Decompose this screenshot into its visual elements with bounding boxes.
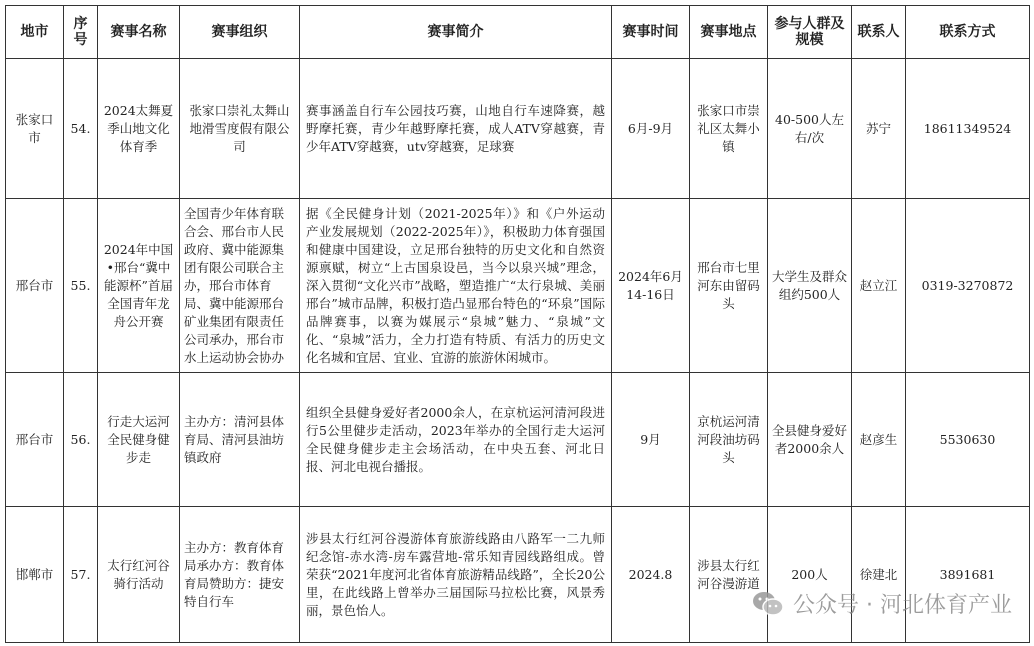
cell-city: 邢台市	[6, 199, 64, 373]
cell-intro: 组织全县健身爱好者2000余人，在京杭运河清河段进行5公里健步走活动，2023年举办的全国行走大运河全民健身健步走主会场活动，在中央五套、河北日报、河北电视台播报。	[300, 373, 612, 507]
wechat-icon	[751, 590, 785, 618]
cell-no: 54.	[64, 59, 98, 199]
cell-time: 6月-9月	[612, 59, 690, 199]
cell-scale: 全县健身爱好者2000余人	[768, 373, 852, 507]
cell-phone: 0319-3270872	[906, 199, 1030, 373]
cell-contact: 徐建北	[852, 507, 906, 643]
cell-city: 张家口市	[6, 59, 64, 199]
table-row	[6, 507, 1030, 643]
cell-place: 张家口市崇礼区太舞小镇	[690, 59, 768, 199]
cell-intro: 赛事涵盖自行车公园技巧赛，山地自行车速降赛，越野摩托赛，青少年越野摩托赛，成人ATV穿越赛，青少年ATV穿越赛，utv穿越赛，足球赛	[300, 59, 612, 199]
cell-phone: 3891681	[906, 507, 1030, 643]
header-place: 赛事地点	[690, 6, 768, 59]
table-row	[6, 373, 1030, 507]
events-table	[5, 5, 1030, 643]
cell-scale: 200人	[768, 507, 852, 643]
cell-org: 全国青少年体育联合会、邢台市人民政府、冀中能源集团有限公司联合主办，邢台市体育局、冀中能源邢台矿业集团有限责任公司承办，邢台市水上运动协会协办	[180, 199, 300, 373]
header-city: 地市	[6, 6, 64, 59]
watermark	[751, 588, 1012, 619]
cell-no: 57.	[64, 507, 98, 643]
header-no: 序号	[64, 6, 98, 59]
cell-contact: 苏宁	[852, 59, 906, 199]
header-org: 赛事组织	[180, 6, 300, 59]
header-phone: 联系方式	[906, 6, 1030, 59]
cell-intro: 涉县太行红河谷漫游体育旅游线路由八路军一二九师纪念馆-赤水湾-房车露营地-常乐知青园线路组成。曾荣获“2021年度河北省体育旅游精品线路”，全长20公里，在此线路上曾举办三届国际马拉松比赛，风景秀丽，景色怡人。	[300, 507, 612, 643]
cell-name: 行走大运河全民健身健步走	[98, 373, 180, 507]
cell-time: 2024.8	[612, 507, 690, 643]
table-row	[6, 199, 1030, 373]
header-time: 赛事时间	[612, 6, 690, 59]
cell-name: 2024太舞夏季山地文化体育季	[98, 59, 180, 199]
cell-time: 9月	[612, 373, 690, 507]
cell-place: 京杭运河清河段油坊码头	[690, 373, 768, 507]
cell-name: 2024年中国•邢台“冀中能源杯”首届全国青年龙舟公开赛	[98, 199, 180, 373]
cell-time: 2024年6月14-16日	[612, 199, 690, 373]
cell-org: 张家口崇礼太舞山地滑雪度假有限公司	[180, 59, 300, 199]
cell-phone: 18611349524	[906, 59, 1030, 199]
cell-org: 主办方：教育体育局承办方：教育体育局赞助方：捷安特自行车	[180, 507, 300, 643]
cell-scale: 40-500人左右/次	[768, 59, 852, 199]
cell-contact: 赵彦生	[852, 373, 906, 507]
cell-city: 邯郸市	[6, 507, 64, 643]
cell-no: 56.	[64, 373, 98, 507]
cell-scale: 大学生及群众组约500人	[768, 199, 852, 373]
table-row	[6, 59, 1030, 199]
cell-city: 邢台市	[6, 373, 64, 507]
cell-intro: 据《全民健身计划（2021-2025年）》和《户外运动产业发展规划（2022-2025年）》，积极助力体育强国和健康中国建设，立足邢台独特的历史文化和自然资源禀赋，树立“上古国泉设邑，当今以泉兴城”理念，深入贯彻“文化兴市”战略，塑造推广“太行泉城、美丽邢台”城市品牌，积极打造凸显邢台特色的“环泉”国际品牌赛事，以赛为媒展示“泉城”魅力、“泉城”文化、“泉城”活力，全力打造有特质、有活力的历史文化名城和宜居、宜业、宜游的旅游休闲城市。	[300, 199, 612, 373]
cell-place: 涉县太行红河谷漫游道	[690, 507, 768, 643]
watermark-text: 公众号 · 河北体育产业	[793, 593, 1012, 618]
cell-org: 主办方：清河县体育局、清河县油坊镇政府	[180, 373, 300, 507]
cell-name: 太行红河谷骑行活动	[98, 507, 180, 643]
cell-no: 55.	[64, 199, 98, 373]
header-row	[6, 6, 1030, 59]
header-contact: 联系人	[852, 6, 906, 59]
header-name: 赛事名称	[98, 6, 180, 59]
cell-phone: 5530630	[906, 373, 1030, 507]
header-scale: 参与人群及规模	[768, 6, 852, 59]
cell-place: 邢台市七里河东由留码头	[690, 199, 768, 373]
header-intro: 赛事简介	[300, 6, 612, 59]
cell-contact: 赵立江	[852, 199, 906, 373]
